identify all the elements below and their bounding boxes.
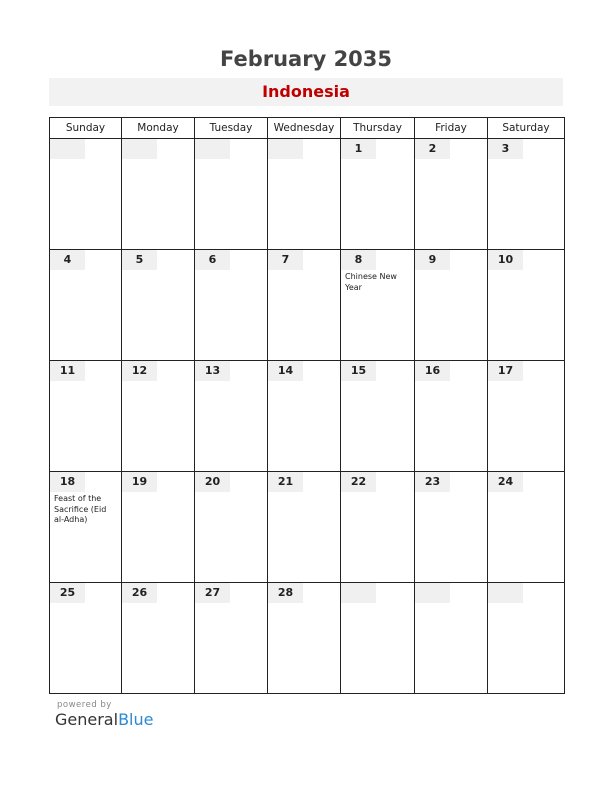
date-number: 11 [50, 361, 85, 381]
holiday-label: Chinese New Year [345, 272, 397, 292]
date-number: 19 [122, 472, 157, 492]
day-cell[interactable] [488, 583, 565, 694]
powered-by-text: powered by [57, 700, 112, 710]
day-cell[interactable] [268, 361, 341, 472]
day-cell[interactable] [195, 361, 268, 472]
calendar-title: February 2035 [219, 47, 393, 71]
date-number: 15 [341, 361, 376, 381]
date-number: 4 [50, 250, 85, 270]
day-cell[interactable] [122, 472, 195, 583]
week-row [50, 250, 565, 361]
day-cell[interactable] [488, 250, 565, 361]
date-number: 12 [122, 361, 157, 381]
day-cell[interactable] [50, 583, 122, 694]
day-cell[interactable] [268, 250, 341, 361]
weekday-header: Monday [122, 118, 195, 139]
day-cell[interactable] [341, 361, 415, 472]
calendar-grid [49, 117, 565, 694]
weekday-header: Thursday [341, 118, 415, 139]
day-cell[interactable] [415, 361, 488, 472]
date-number: 2 [415, 139, 450, 159]
country-name: Indonesia [262, 82, 350, 101]
date-number: 16 [415, 361, 450, 381]
date-number: 5 [122, 250, 157, 270]
brand-general-text: General [55, 710, 119, 729]
date-number: 18 [50, 472, 85, 492]
day-cell[interactable] [415, 139, 488, 250]
weekday-header-row [50, 118, 565, 139]
day-cell[interactable] [488, 139, 565, 250]
date-number: 1 [341, 139, 376, 159]
date-number: 22 [341, 472, 376, 492]
day-cell[interactable] [341, 139, 415, 250]
empty-date-box [268, 139, 303, 159]
week-row [50, 472, 565, 583]
week-row [50, 583, 565, 694]
weekday-header: Wednesday [268, 118, 341, 139]
generalblue-logo[interactable] [55, 710, 153, 730]
day-cell[interactable] [415, 472, 488, 583]
date-number: 7 [268, 250, 303, 270]
day-cell[interactable] [341, 250, 415, 361]
empty-date-box [488, 583, 523, 603]
date-number: 3 [488, 139, 523, 159]
day-cell[interactable] [195, 583, 268, 694]
day-cell[interactable] [122, 250, 195, 361]
date-number: 28 [268, 583, 303, 603]
day-cell[interactable] [122, 139, 195, 250]
day-cell[interactable] [268, 472, 341, 583]
weekday-header: Tuesday [195, 118, 268, 139]
brand-blue-text: Blue [118, 710, 154, 729]
footer-branding [55, 700, 153, 730]
date-number: 26 [122, 583, 157, 603]
day-cell[interactable] [50, 139, 122, 250]
date-number: 9 [415, 250, 450, 270]
empty-date-box [50, 139, 85, 159]
date-number: 20 [195, 472, 230, 492]
empty-date-box [195, 139, 230, 159]
day-cell[interactable] [122, 361, 195, 472]
empty-date-box [341, 583, 376, 603]
day-cell[interactable] [268, 583, 341, 694]
day-cell[interactable] [50, 472, 122, 583]
day-cell[interactable] [488, 361, 565, 472]
day-cell[interactable] [341, 472, 415, 583]
week-row [50, 361, 565, 472]
weekday-header: Friday [415, 118, 488, 139]
date-number: 27 [195, 583, 230, 603]
date-number: 25 [50, 583, 85, 603]
date-number: 13 [195, 361, 230, 381]
day-cell[interactable] [50, 361, 122, 472]
date-number: 14 [268, 361, 303, 381]
day-cell[interactable] [488, 472, 565, 583]
date-number: 23 [415, 472, 450, 492]
day-cell[interactable] [195, 139, 268, 250]
date-number: 10 [488, 250, 523, 270]
date-number: 6 [195, 250, 230, 270]
empty-date-box [122, 139, 157, 159]
holiday-label: Feast of the Sacrifice (Eid al-Adha) [54, 494, 107, 524]
day-cell[interactable] [268, 139, 341, 250]
day-cell[interactable] [195, 250, 268, 361]
day-cell[interactable] [415, 583, 488, 694]
day-cell[interactable] [195, 472, 268, 583]
date-number: 21 [268, 472, 303, 492]
date-number: 17 [488, 361, 523, 381]
empty-date-box [415, 583, 450, 603]
week-row [50, 139, 565, 250]
day-cell[interactable] [415, 250, 488, 361]
weekday-header: Saturday [488, 118, 565, 139]
day-cell[interactable] [341, 583, 415, 694]
day-cell[interactable] [122, 583, 195, 694]
country-band [49, 78, 563, 106]
date-number: 24 [488, 472, 523, 492]
date-number: 8 [341, 250, 376, 270]
weekday-header: Sunday [50, 118, 122, 139]
day-cell[interactable] [50, 250, 122, 361]
